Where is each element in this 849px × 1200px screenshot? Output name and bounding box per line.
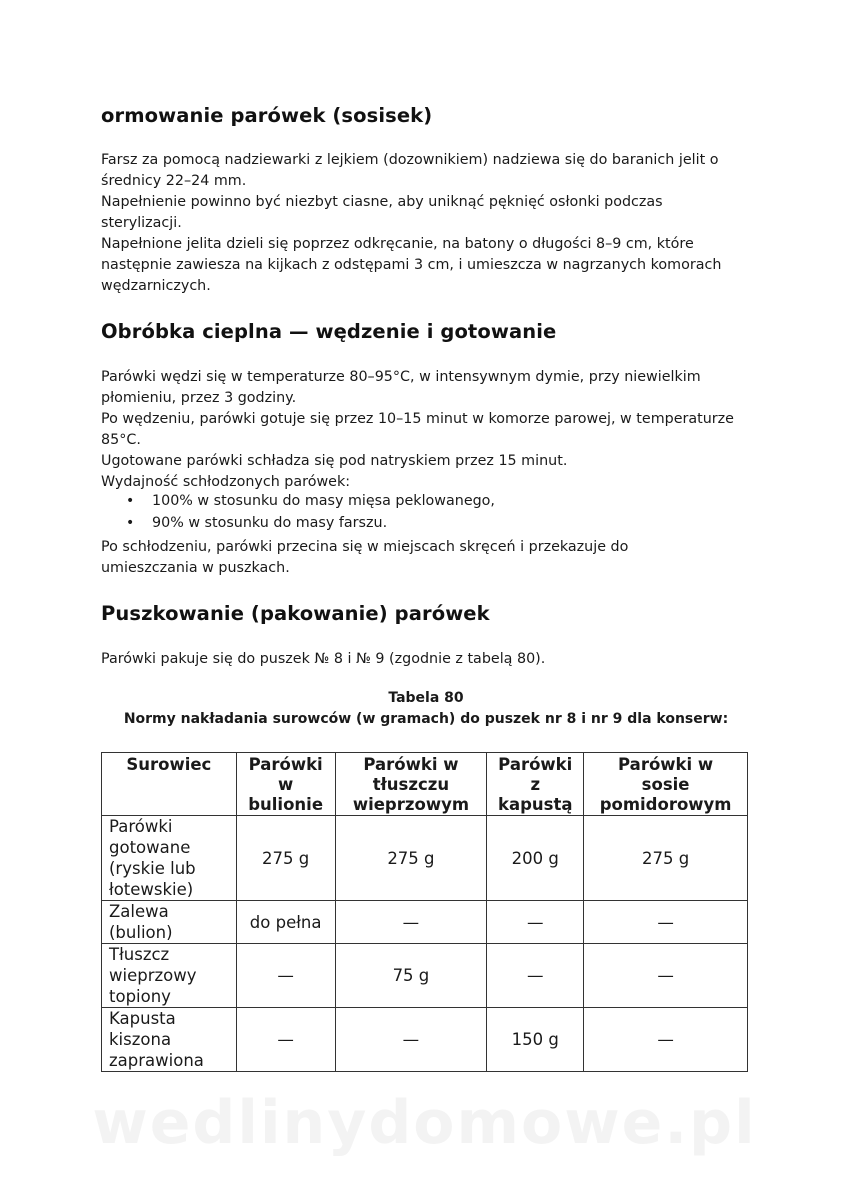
header-text: bulionie: [248, 795, 324, 814]
table-caption-title: Normy nakładania surowców (w gramach) do puszek nr 8 i nr 9 dla konserw:: [123, 711, 729, 727]
paragraph-line: Po schłodzeniu, parówki przecina się w miejscach skręceń i przekazuje do: [101, 539, 629, 555]
paragraph-line: Ugotowane parówki schładza się pod natryskiem przez 15 minut.: [101, 453, 568, 469]
header-text: sosie: [641, 775, 690, 794]
value-cell: 275 g: [584, 816, 748, 901]
table-header-row: [102, 753, 748, 816]
bullet-dot: •: [126, 515, 135, 531]
row-label-text: łotewskie): [109, 880, 194, 899]
header-text: Parówki: [498, 755, 573, 774]
value-cell: 150 g: [487, 1008, 584, 1072]
header-text: pomidorowym: [599, 795, 732, 814]
heading-heat-treatment: Obróbka cieplna — wędzenie i gotowanie: [101, 320, 557, 343]
value-cell: do pełna: [236, 901, 335, 944]
table-row: [102, 1008, 748, 1072]
row-label-text: (ryskie lub: [109, 859, 196, 878]
heading-canning: Puszkowanie (pakowanie) parówek: [101, 602, 490, 625]
paragraph-line: Napełnione jelita dzieli się poprzez odkręcanie, na batony o długości 8–9 cm, które: [101, 236, 694, 252]
value-cell: —: [236, 1008, 335, 1072]
row-label-text: Zalewa: [109, 902, 169, 921]
row-label-text: Tłuszcz: [109, 945, 170, 964]
table-row: [102, 944, 748, 1008]
row-label-text: kiszona: [109, 1030, 172, 1049]
header-text: Surowiec: [126, 755, 212, 774]
row-label-cell: [102, 816, 237, 901]
paragraph-line: Farsz za pomocą nadziewarki z lejkiem (dozownikiem) nadziewa się do baranich jelit o: [101, 152, 719, 168]
table-caption-number: Tabela 80: [388, 690, 464, 706]
paragraph-line: sterylizacji.: [101, 215, 182, 231]
value-cell: —: [584, 1008, 748, 1072]
value-cell: —: [236, 944, 335, 1008]
header-text: z: [530, 775, 541, 794]
header-cell: [102, 753, 237, 816]
row-label-cell: [102, 944, 237, 1008]
header-cell: [335, 753, 487, 816]
header-text: wieprzowym: [352, 795, 470, 814]
bullet-item: 90% w stosunku do masy farszu.: [152, 515, 388, 531]
row-label-text: zaprawiona: [109, 1051, 204, 1070]
header-text: Parówki w: [363, 755, 459, 774]
paragraph-line: płomieniu, przez 3 godziny.: [101, 390, 297, 406]
value-cell: —: [335, 1008, 487, 1072]
bullet-dot: •: [126, 493, 135, 509]
row-label-text: Kapusta: [109, 1009, 176, 1028]
header-text: Parówki: [248, 755, 323, 774]
row-label-text: wieprzowy: [109, 966, 197, 985]
header-text: kapustą: [497, 795, 573, 814]
header-text: Parówki w: [618, 755, 714, 774]
value-cell: 75 g: [335, 944, 487, 1008]
header-cell: [487, 753, 584, 816]
paragraph-line: 85°C.: [101, 432, 141, 448]
header-text: w: [278, 775, 294, 794]
value-cell: —: [584, 944, 748, 1008]
paragraph-line: następnie zawiesza na kijkach z odstępami 3 cm, i umieszcza w nagrzanych komorach: [101, 257, 722, 273]
header-cell: [236, 753, 335, 816]
table-row: [102, 816, 748, 901]
paragraph-line: Parówki pakuje się do puszek № 8 i № 9 (zgodnie z tabelą 80).: [101, 651, 546, 667]
paragraph-line: Po wędzeniu, parówki gotuje się przez 10–15 minut w komorze parowej, w temperaturze: [101, 411, 734, 427]
row-label-text: gotowane: [109, 838, 191, 857]
value-cell: —: [487, 901, 584, 944]
table-row: [102, 901, 748, 944]
value-cell: —: [487, 944, 584, 1008]
watermark-text: wedlinydomowe.pl: [92, 1088, 757, 1158]
value-cell: 275 g: [335, 816, 487, 901]
value-cell: —: [584, 901, 748, 944]
row-label-text: Parówki: [109, 817, 173, 836]
header-text: tłuszczu: [372, 775, 450, 794]
paragraph-line: średnicy 22–24 mm.: [101, 173, 247, 189]
value-cell: 275 g: [236, 816, 335, 901]
paragraph-line: wędzarniczych.: [101, 278, 211, 294]
paragraph-line: Parówki wędzi się w temperaturze 80–95°C, w intensywnym dymie, przy niewielkim: [101, 369, 701, 385]
paragraph-line: umieszczania w puszkach.: [101, 560, 290, 576]
row-label-text: topiony: [109, 987, 171, 1006]
paragraph-line: Wydajność schłodzonych parówek:: [101, 474, 351, 490]
paragraph-line: Napełnienie powinno być niezbyt ciasne, aby uniknąć pęknięć osłonki podczas: [101, 194, 663, 210]
value-cell: 200 g: [487, 816, 584, 901]
norms-table: [101, 752, 748, 1072]
heading-forming: ormowanie parówek (sosisek): [101, 104, 433, 127]
value-cell: —: [335, 901, 487, 944]
row-label-cell: [102, 1008, 237, 1072]
bullet-item: 100% w stosunku do masy mięsa peklowanego,: [152, 493, 495, 509]
row-label-cell: [102, 901, 237, 944]
row-label-text: (bulion): [109, 923, 173, 942]
header-cell: [584, 753, 748, 816]
